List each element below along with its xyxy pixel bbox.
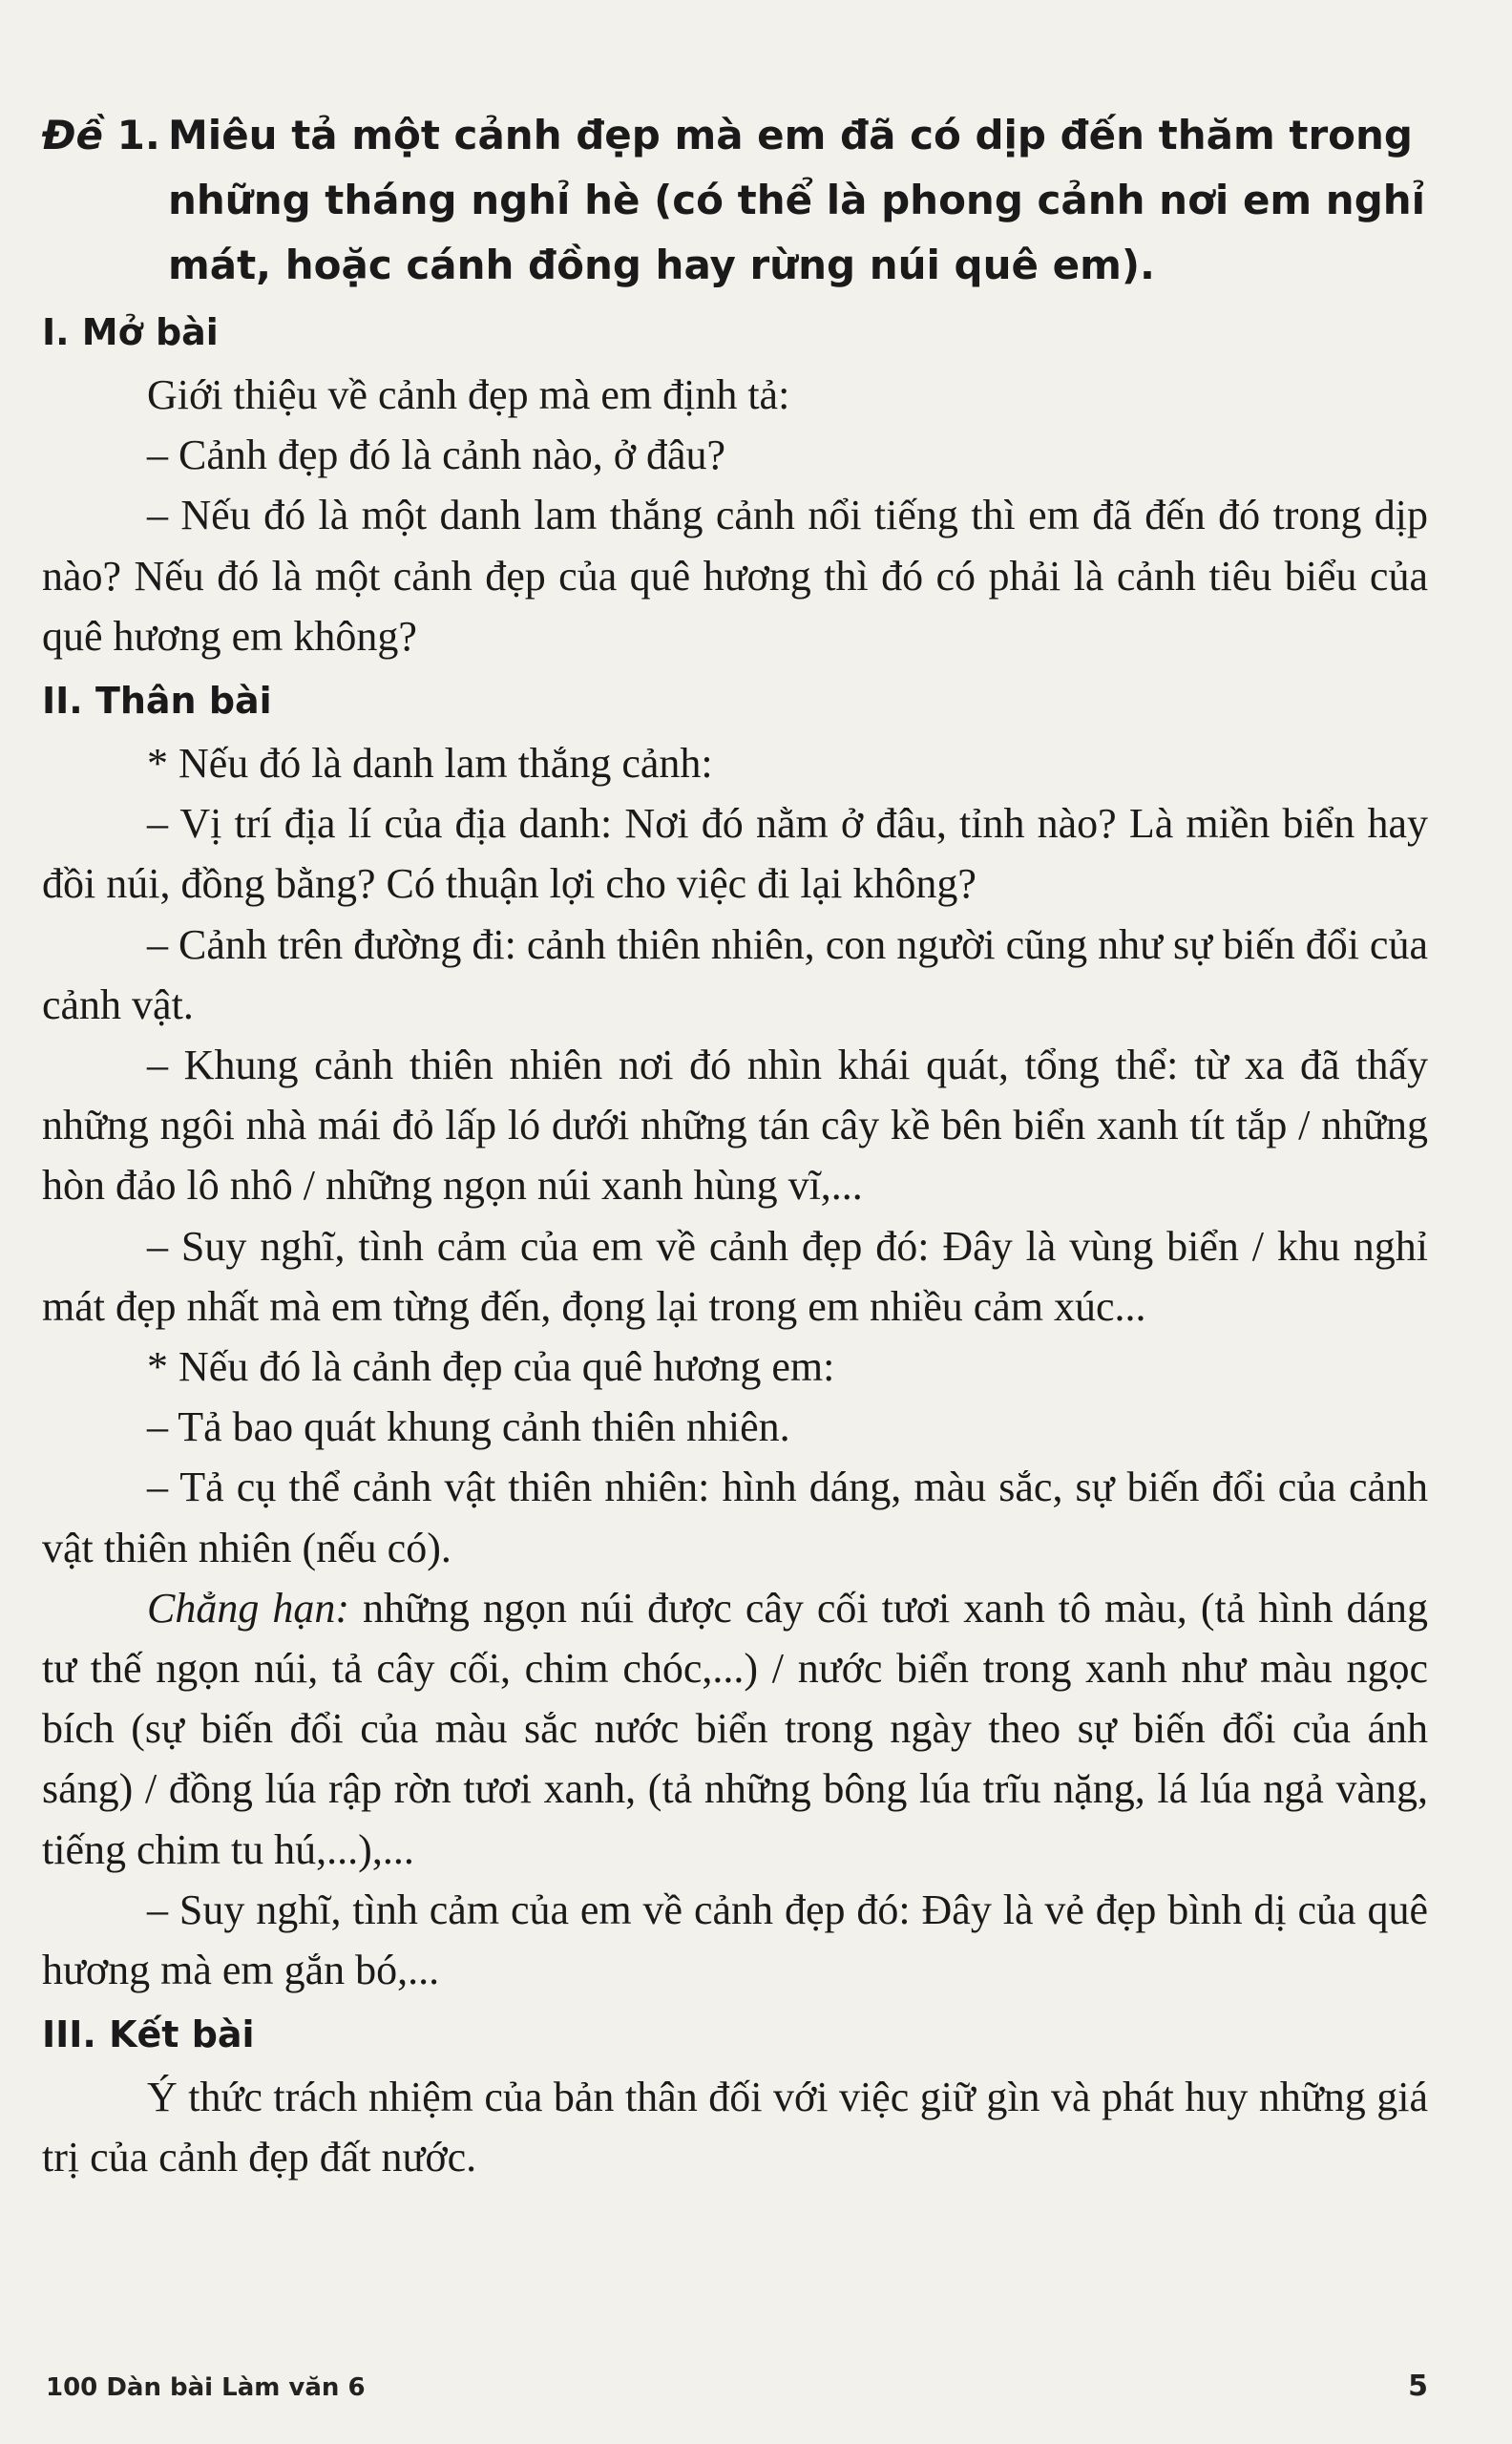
paragraph: * Nếu đó là danh lam thắng cảnh: — [147, 740, 713, 788]
paragraph: – Nếu đó là một danh lam thắng cảnh nổi tiếng thì em đã đến đó trong dịp nào? Nếu đó là một cảnh đẹp của quê hương thì đó có phải là cảnh tiêu biểu của quê hương em không? — [42, 492, 1428, 660]
paragraph: Giới thiệu về cảnh đẹp mà em định tả: — [147, 371, 790, 418]
book-title: 100 Dàn bài Làm văn 6 — [46, 2373, 366, 2402]
topic-label — [42, 103, 168, 298]
topic-label-number: 1. — [116, 112, 160, 158]
paragraph: – Suy nghĩ, tình cảm của em về cảnh đẹp đó: Đây là vùng biển / khu nghỉ mát đẹp nhất mà em từng đến, đọng lại trong em nhiều cảm xúc... — [42, 1222, 1428, 1330]
section-heading-than-bai: II. Thân bài — [42, 680, 272, 723]
page-number: 5 — [1408, 2370, 1428, 2403]
paragraph: Ý thức trách nhiệm của bản thân đối với việc giữ gìn và phát huy những giá trị của cảnh đẹp đất nước. — [42, 2074, 1428, 2181]
section-heading-ket-bai: III. Kết bài — [42, 2013, 255, 2056]
paragraph: – Suy nghĩ, tình cảm của em về cảnh đẹp đó: Đây là vẻ đẹp bình dị của quê hương mà em gắn bó,... — [42, 1886, 1428, 1994]
topic-line: Miêu tả một cảnh đẹp mà em đã có dịp đến thăm trong — [168, 112, 1413, 158]
paragraph: – Khung cảnh thiên nhiên nơi đó nhìn khái quát, tổng thể: từ xa đã thấy những ngôi nhà mái đỏ lấp ló dưới những tán cây kề bên biển xanh tít tắp / những hòn đảo lô nhô / những ngọn núi xanh hùng vĩ,... — [42, 1042, 1428, 1210]
section-heading-mo-bai: I. Mở bài — [42, 311, 219, 353]
section-ket-bai — [42, 2067, 1428, 2187]
page-footer — [46, 2370, 1428, 2403]
example-text: những ngọn núi được cây cối tươi xanh tô màu, (tả hình dáng tư thế ngọn núi, tả cây cối, chim chóc,...) / nước biển trong xanh như màu ngọc bích (sự biến đổi của màu sắc nước biển trong ngày theo sự biến đổi của ánh sáng) / đồng lúa rập rờn tươi xanh, (tả những bông lúa trĩu nặng, lá lúa ngả vàng, tiếng chim tu hú,...),... — [42, 1584, 1429, 1873]
example-lead: Chẳng hạn: — [147, 1584, 350, 1632]
topic-line: mát, hoặc cánh đồng hay rừng núi quê em). — [168, 242, 1155, 288]
paragraph: – Tả bao quát khung cảnh thiên nhiên. — [147, 1403, 790, 1451]
paragraph: * Nếu đó là cảnh đẹp của quê hương em: — [147, 1343, 835, 1391]
topic-statement — [42, 103, 1428, 298]
paragraph: – Tả cụ thể cảnh vật thiên nhiên: hình dáng, màu sắc, sự biến đổi của cảnh vật thiên nhiên (nếu có). — [42, 1464, 1428, 1571]
topic-text — [168, 103, 1428, 298]
section-than-bai — [42, 733, 1428, 2000]
topic-label-prefix: Đề — [42, 112, 103, 158]
paragraph: – Cảnh đẹp đó là cảnh nào, ở đâu? — [147, 432, 726, 479]
section-mo-bai — [42, 365, 1428, 666]
paragraph: – Vị trí địa lí của địa danh: Nơi đó nằm ở đâu, tỉnh nào? Là miền biển hay đồi núi, đồng bằng? Có thuận lợi cho việc đi lại không? — [42, 800, 1428, 908]
paragraph: – Cảnh trên đường đi: cảnh thiên nhiên, con người cũng như sự biến đổi của cảnh vật. — [42, 920, 1428, 1028]
topic-line: những tháng nghỉ hè (có thể là phong cảnh nơi em nghỉ — [168, 177, 1426, 223]
example-paragraph — [42, 1578, 1428, 1880]
